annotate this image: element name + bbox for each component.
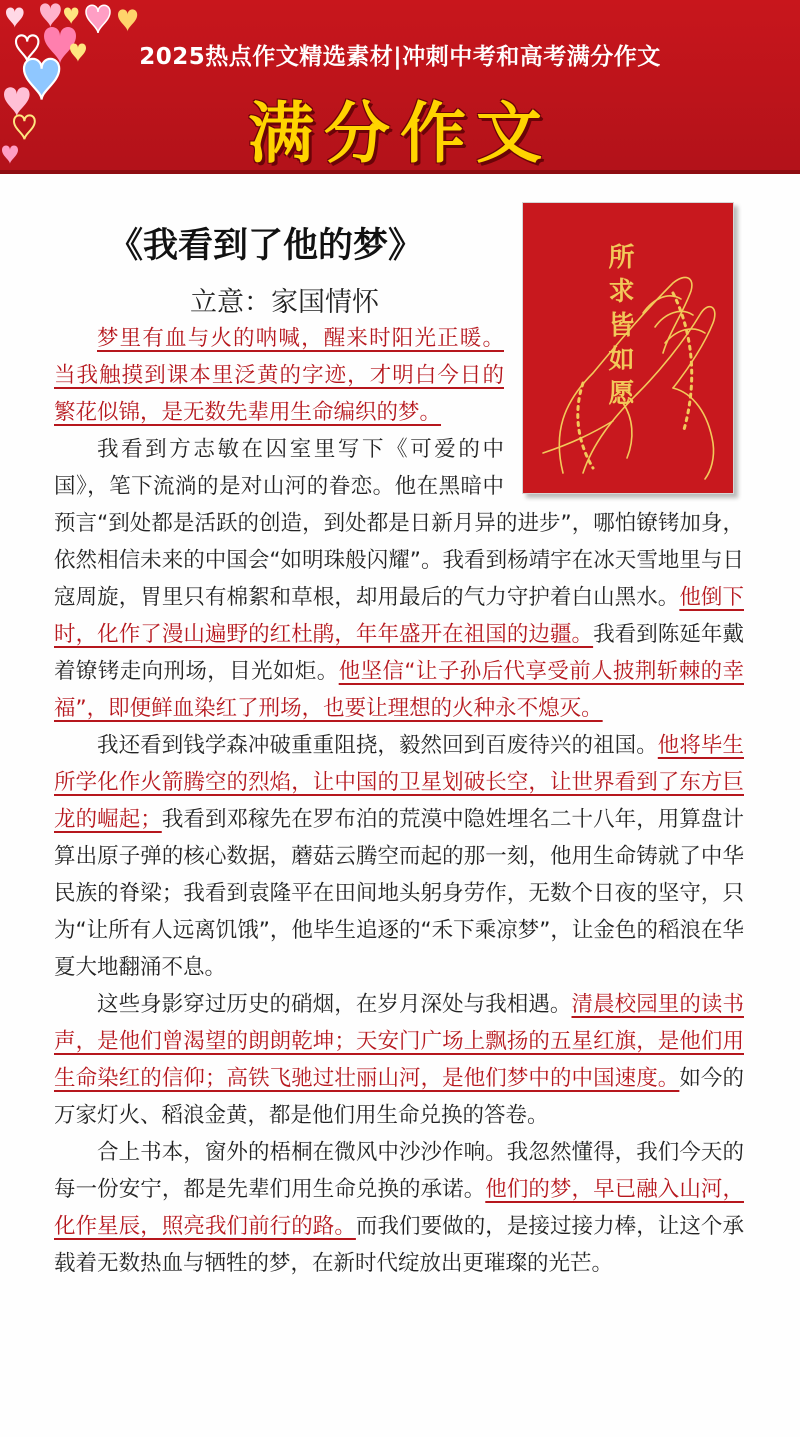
header-subtitle: 2025热点作文精选素材|冲刺中考和高考满分作文	[139, 44, 661, 70]
highlighted-sentence: 他倒下时，化作了漫山遍野的红杜鹃，年年盛开在祖国的边疆。	[54, 585, 744, 647]
essay-body	[54, 320, 744, 1282]
paragraph-text: 我看到陈延年戴着镣铐走向刑场，目光如炬。	[54, 622, 744, 684]
essay-title: 《我看到了他的梦》	[108, 226, 424, 266]
paragraph-text: 我还看到钱学森冲破重重阻挠，毅然回到百废待兴的祖国。	[97, 733, 658, 758]
essay-paragraph	[54, 727, 744, 986]
paragraph-text: 合上书本，窗外的梧桐在微风中沙沙作响。我忽然懂得，我们今天的每一份安宁，都是先辈们用生命兑换的承诺。	[54, 1140, 744, 1202]
paragraph-text: 如今的万家灯火、稻浪金黄，都是他们用生命兑换的答卷。	[54, 1066, 744, 1128]
highlighted-sentence: 他坚信“让子孙后代享受前人披荆斩棘的幸福”，即便鲜血染红了刑场，也要让理想的火种永不熄灭。	[54, 659, 744, 721]
highlighted-sentence: 他将毕生所学化作火箭腾空的烈焰，让中国的卫星划破长空，让世界看到了东方巨龙的崛起；	[54, 733, 744, 832]
svg-text:所求皆如愿: 所求皆如愿	[604, 243, 634, 413]
paragraph-text: 我看到方志敏在囚室里写下《可爱的中国》，笔下流淌的是对山河的眷恋。他在黑暗中预言“到处都是活跃的创造，到处都是日新月异的进步”，哪怕镣铐加身，依然相信未来的中国会“如明珠般闪耀”。我看到杨靖宇在冰天雪地里与日寇周旋，胃里只有棉絮和草根，却用最后的气力守护着白山黑水。	[54, 437, 744, 610]
paragraph-text: 我看到邓稼先在罗布泊的荒漠中隐姓埋名二十八年，用算盘计算出原子弹的核心数据，蘑菇云腾空而起的那一刻，他用生命铸就了中华民族的脊梁；我看到袁隆平在田间地头躬身劳作，无数个日夜的坚守，只为“让所有人远离饥饿”，他毕生追逐的“禾下乘凉梦”，让金色的稻浪在华夏大地翻涌不息。	[54, 807, 744, 980]
essay-paragraph	[54, 986, 744, 1134]
highlighted-sentence: 梦里有血与火的呐喊，醒来时阳光正暖。当我触摸到课本里泛黄的字迹，才明白今日的繁花似锦，是无数先辈用生命编织的梦。	[54, 326, 504, 425]
highlighted-sentence: 清晨校园里的读书声，是他们曾渴望的朗朗乾坤；天安门广场上飘扬的五星红旗，是他们用生命染红的信仰；高铁飞驰过壮丽山河，是他们梦中的中国速度。	[54, 992, 744, 1091]
highlighted-sentence: 他们的梦，早已融入山河，化作星辰，照亮我们前行的路。	[54, 1177, 744, 1239]
essay-paragraph	[54, 1134, 744, 1282]
image-spacer	[504, 320, 744, 495]
paragraph-text: 而我们要做的，是接过接力棒，让这个承载着无数热血与牺牲的梦，在新时代绽放出更璀璨的光芒。	[54, 1214, 744, 1276]
header-title: 满分作文	[248, 95, 552, 172]
essay-theme: 立意：家国情怀	[190, 287, 379, 318]
paragraph-text: 这些身影穿过历史的硝烟，在岁月深处与我相遇。	[97, 992, 572, 1017]
